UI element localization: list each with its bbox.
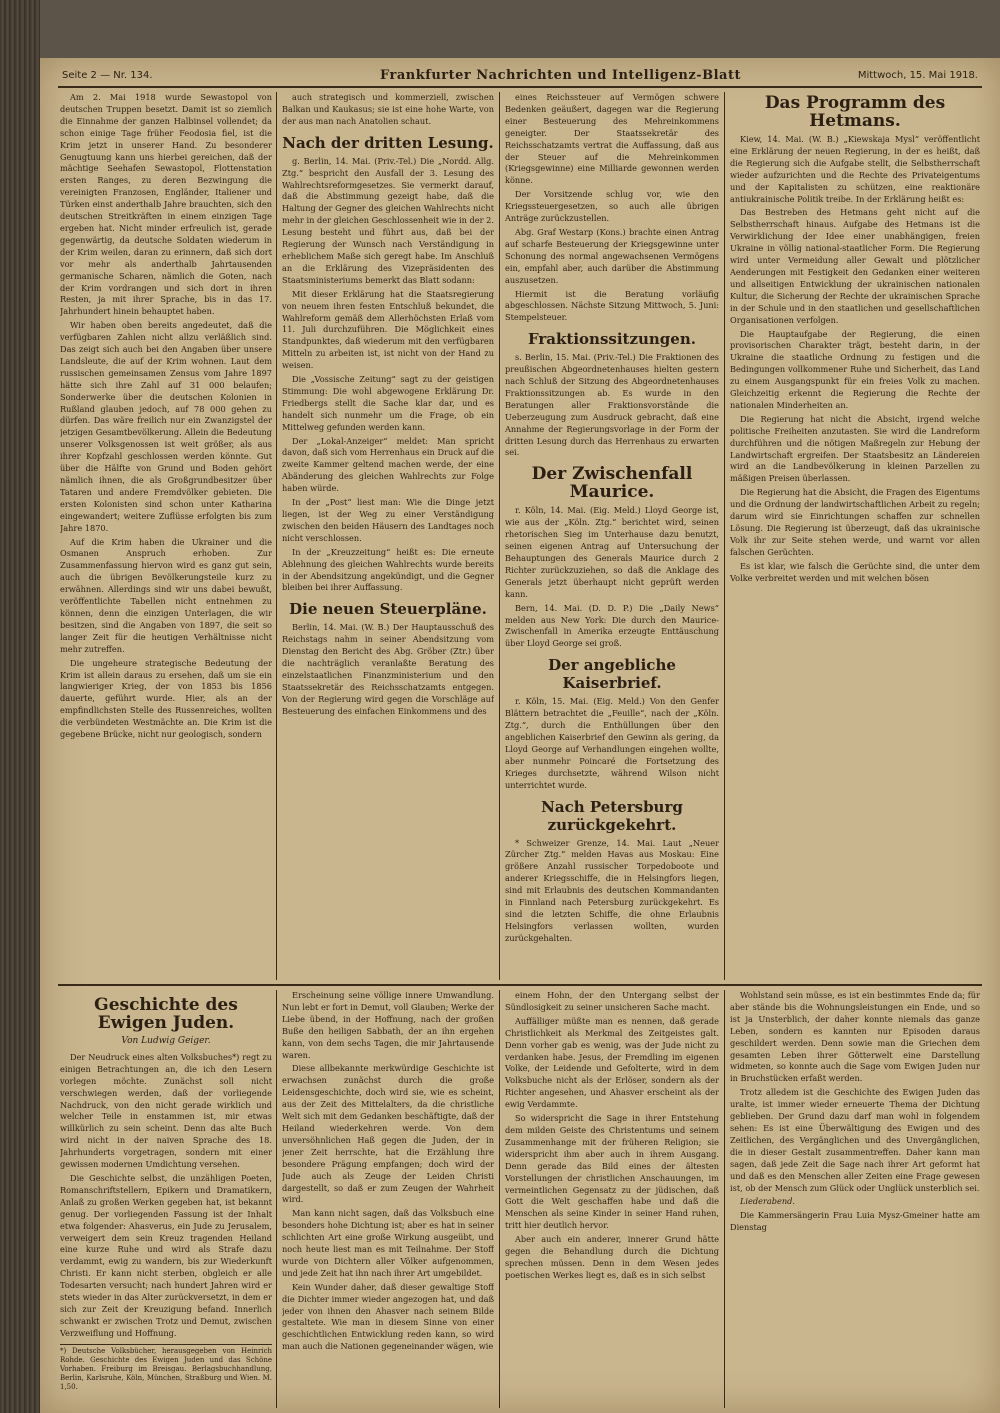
paragraph: Diese allbekannte merkwürdige Geschichte ist erwachsen zunächst durch die große Leidensgeschichte, doch wird sie, wie es scheint, aus der Zeit des Mittelalters, da die christliche Welt sich mit dem Gedanken beschäftigte, daß der Heiland wiederkehren werde. Von dem unversöhnlichen Haß gegen die Juden, der in jener Zeit herrschte, hat die Erzählung ihre besondere Prägung empfangen; doch wird der Jude auch als Zeuge der Leiden Christi dargestellt, so daß er zum Zeugen der Wahrheit wird. — [282, 1063, 494, 1205]
paragraph: Am 2. Mai 1918 wurde Sewastopol von deutschen Truppen besetzt. Damit ist so ziemlich die Einnahme der ganzen Halbinsel vollendet; da schon einige Tage früher Feodosia fiel, ist die Krim jetzt in unserer Hand. Zu besonderer Genugtuung kann uns hierbei gereichen, daß der mächtige Seehafen Sewastopol, Flottenstation ersten Ranges, zu deren Bezwingung die vereinigten Franzosen, Engländer, Italiener und Türken einst anderthalb Jahre brauchten, sich den deutschen Streitkräften in einem einzigen Tage ergeben hat. Nicht minder erfreulich ist, gerade gegenwärtig, da deutsche Soldaten wiederum in der Krim weilen, daran zu erinnern, daß sich dort vor mehr als anderthalb Jahrtausenden germanische Scharen, nämlich die Goten, nach der Krim vordrangen und sich dort in ihren Resten, ja mit ihrer Sprache, bis in das 17. Jahrhundert hinein behauptet haben. — [60, 92, 272, 317]
masthead-title: Frankfurter Nachrichten und Intelligenz-Blatt — [380, 68, 741, 83]
paragraph: Die Regierung hat nicht die Absicht, irgend welche politische Freiheiten anzutasten. Sie wird die Landreform durchführen und die nötigen Maßregeln zur Hebung der Landwirtschaft ergreifen. Der Staatsbesitz an Ländereien wird an die Landbevölkerung in kleinen Parzellen zu mäßigen Preisen überlassen. — [730, 413, 980, 484]
paragraph: Trotz alledem ist die Geschichte des Ewigen Juden das uralte, ist immer wieder erneuerte Thema der Dichtung geblieben. Der Grund dazu darf man wohl in folgendem sehen: Es ist eine Überwältigung des Ewigen und des Zeitlichen, des Vergänglichen und des Unvergänglichen, die in dieser Gestalt zusammentreffen. Daher kann man sagen, daß jede Zeit die Sage nach ihrer Art geformt hat und daß es den Menschen aller Zeiten eine Frage gewesen ist, ob der Mensch zum Glück oder Unglück unsterblich sei. — [730, 1087, 980, 1193]
column-divider — [276, 92, 277, 980]
paragraph: Erscheinung seine völlige innere Umwandlung. Nun lebt er fort in Demut, voll Glauben; Werke der Liebe übend, in der Hoffnung, nach der großen Buße den heiligen Sabbath, der an ihn ergehen kann, von dem sechs Tagen, die mir Jahrtausende waren. — [282, 990, 494, 1060]
column-feuilleton-4 — [730, 990, 980, 1408]
column-divider — [499, 92, 500, 980]
paragraph: Der „Lokal-Anzeiger“ meldet: Man spricht davon, daß sich vom Herrenhaus ein Druck auf die zweite Kammer geltend machen werde, der eine Abänderung des gleichen Wahlrechts zur Folge haben würde. — [282, 435, 494, 494]
paragraph: Die ungeheure strategische Bedeutung der Krim ist allein daraus zu ersehen, daß um sie ein langwieriger Krieg, der von 1853 bis 1856 dauerte, geführt wurde. Hier, als an der empfindlichsten Stelle des Russenreiches, wollten die verbündeten Westmächte an. Die Krim ist die gegebene Brücke, nicht nur geologisch, sondern — [60, 657, 272, 740]
column-hetman — [730, 92, 980, 980]
paragraph: Die Regierung hat die Absicht, die Fragen des Eigentums und die Ordnung der landwirtschaftlichen Arbeit zu regeln; darum wird sie Einrichtungen schaffen zur schnellen Lösung. Die Regierung ist überzeugt, daß das ukrainische Volk ihr zur Seite stehen werde, und warnt vor allen falschen Gerüchten. — [730, 487, 980, 557]
headline-fraktionssitzungen: Fraktionssitzungen. — [528, 330, 696, 349]
paragraph: So widerspricht die Sage in ihrer Entstehung dem milden Geiste des Christentums und seinem Zusammenhange mit der früheren Religion; sie widerspricht ihm aber auch in ihrem Ausgang. Denn gerade das Bild eines der ältesten Vorstellungen der christlichen Anschauungen, im vermeintlichen Gegensatz zu der jüdischen, daß Gott die Welt geschaffen habe und daß die Menschen als seine Kinder in seiner Hand ruhen, tritt hier deutlich hervor. — [505, 1113, 719, 1231]
column-divider — [724, 990, 725, 1408]
paragraph: r. Köln, 15. Mai. (Eig. Meld.) Von den Genfer Blättern betrachtet die „Feuille“, nach der „Köln. Ztg.“, durch die Enthüllungen über den angeblichen Kaiserbrief den Gewinn als gering, da Lloyd George auf Verhandlungen eingehen wollte, aber nunmehr Poincaré die Fortsetzung des Krieges durchsetzte, während Wilson nicht unterrichtet wurde. — [505, 696, 719, 790]
headline-dritte-lesung: Nach der dritten Lesung. — [282, 133, 494, 152]
headline-zwischenfall-maurice: Der Zwischenfall Maurice. — [531, 464, 693, 503]
column-feuilleton-1 — [60, 990, 272, 1408]
feuilleton-rule — [58, 984, 982, 986]
column-krim-article — [60, 92, 272, 980]
header-rule — [58, 86, 982, 88]
paragraph: Kein Wunder daher, daß dieser gewaltige Stoff die Dichter immer wieder angezogen hat, und daß jeder von ihnen den Ahasver nach seinem Bilde gestaltete. Wie man in diesem Sinne von einer geschichtlichen Entwicklung reden kann, so wird man auch die Nationen gegeneinander wägen, wie — [282, 1281, 494, 1352]
byline: Von Ludwig Geiger. — [121, 1036, 211, 1046]
paragraph: Bern, 14. Mai. (D. D. P.) Die „Daily News“ melden aus New York: Die durch den Maurice-Zwischenfall in Amerika erzeugte Enttäuschung über Lloyd George sei groß. — [505, 602, 719, 649]
paragraph: auch strategisch und kommerziell, zwischen Balkan und Kaukasus; sie ist eine hohe Warte, von der aus man nach Anatolien schaut. — [282, 92, 494, 126]
issue-date: Mittwoch, 15. Mai 1918. — [857, 70, 978, 81]
paragraph: Mit dieser Erklärung hat die Staatsregierung von neuem ihren festen Entschluß bekundet, die Wahlreform gemäß dem Allerhöchsten Erlaß vom 11. Juli durchzuführen. Die Möglichkeit eines Standpunktes, daß wiederum mit den verfügbaren Mitteln zu arbeiten ist, ist nicht von der Hand zu weisen. — [282, 288, 494, 371]
headline-kaiserbrief: Der angebliche Kaiserbrief. — [548, 656, 676, 693]
headline-ewiger-jude: Geschichte des Ewigen Juden. — [94, 995, 238, 1033]
footnote: *) Deutsche Volksbücher, herausgegeben von Heinrich Rohde. Geschichte des Ewigen Juden und das Schöne Vorhaben. Freiburg im Breisgau. Berlagsbuchhandlung, Berlin, Karlsruhe, Köln, München, Straßburg und Wien. M. 1,50. — [60, 1344, 272, 1392]
paragraph: Auf die Krim haben die Ukrainer und die Osmanen Anspruch erhoben. Zur Zusammenfassung hiervon wird es ganz gut sein, auch die übrigen Bevölkerungsteile kurz zu erwähnen. Allerdings sind wir uns dabei bewußt, veröffentlichte Tabellen nicht entnehmen zu können, denn die einzigen Unterlagen, die wir besitzen, sind die Angaben von 1897, die seit so langer Zeit für die heutigen Verhältnisse nicht mehr zutreffen. — [60, 536, 272, 654]
scan-margin — [40, 0, 1000, 58]
paragraph: Hiermit ist die Beratung vorläufig abgeschlossen. Nächste Sitzung Mittwoch, 5. Juni: Stempelsteuer. — [505, 288, 719, 323]
column-divider — [276, 990, 277, 1408]
paragraph: Kiew, 14. Mai. (W. B.) „Kiewskaja Mysl“ veröffentlicht eine Erklärung der neuen Regierung, in der es heißt, daß die Regierung sich die Aufgabe stellt, die Selbstherrschaft wieder aufzurichten und die Rechte des Privateigentums und der Kapitalisten zu schützen, eine reaktionäre antiukrainische Politik treibe. In der Erklärung heißt es: — [730, 134, 980, 204]
paragraph: g. Berlin, 14. Mai. (Priv.-Tel.) Die „Nordd. Allg. Ztg.“ bespricht den Ausfall der 3. Lesung des Wahlrechtsreformgesetzes. Sie vermerkt darauf, daß die Abstimmung gezeigt habe, daß die Haltung der Gegner des gleichen Wahlrechts nicht mehr in der gleichen Geschlossenheit wie in der 2. Lesung besteht und führt aus, daß bei der Regierung der Wunsch nach Verständigung in erheblichem Maße sich geregt habe. Im Anschluß an die Erklärung des Vizepräsidenten des Staatsministeriums bemerkt das Blatt sodann: — [282, 155, 494, 285]
headline-programm-hetmans: Das Programm des Hetmans. — [764, 93, 946, 131]
paragraph: Das Bestreben des Hetmans geht nicht auf die Selbstherrschaft hinaus. Aufgabe des Hetmans ist die Verwirklichung der Idee einer unabhängigen, freien Ukraine in völlig national-staatlicher Form. Die Regierung wird unter Vermeidung aller Gewalt und plötzlicher Aenderungen mit Festigkeit den Gedanken einer weiteren und allseitigen Entwicklung der ukrainischen nationalen Kultur, die Sicherung der Rechte der ukrainischen Sprache in der Schule und in den staatlichen und gesellschaftlichen Organisationen verfolgen. — [730, 207, 980, 325]
paragraph: s. Berlin, 15. Mai. (Priv.-Tel.) Die Fraktionen des preußischen Abgeordnetenhauses hielten gestern nach Schluß der Sitzung des Abgeordnetenhauses Fraktionssitzungen ab. Es wurde in den Beratungen aller Fraktionsvorstände die Ueberzeugung zum Ausdruck gebracht, daß eine Annahme der Regierungsvorlage in der Form der dritten Lesung durch das Herrenhaus zu erwarten sei. — [505, 352, 719, 458]
paragraph: In der „Kreuzzeitung“ heißt es: Die erneute Ablehnung des gleichen Wahlrechts wurde bereits in der Abendsitzung angekündigt, und die Gegner bleiben bei ihrer Auffassung. — [282, 546, 494, 593]
paragraph: Man kann nicht sagen, daß das Volksbuch eine besonders hohe Dichtung ist; aber es hat in seiner schlichten Art eine große Wirkung ausgeübt, und noch heute liest man es mit Teilnahme. Der Stoff wurde von Dichtern aller Völker aufgenommen, und jede Zeit hat ihn nach ihrer Art umgebildet. — [282, 1208, 494, 1278]
paragraph: Die Hauptaufgabe der Regierung, die einen provisorischen Charakter trägt, besteht darin, in der Ukraine die staatliche Ordnung zu festigen und die Bedingungen vollkommener Ruhe und Sicherheit, das Land zu einem Ausgangspunkt für ein freies Volk zu machen. Gleichzeitig erkennt die Regierung die Rechte der nationalen Minderheiten an. — [730, 328, 980, 410]
paragraph: einem Hohn, der den Untergang selbst der Sündlosigkeit zu seiner unsicheren Sache macht. — [505, 990, 719, 1012]
paragraph: Die Kammersängerin Frau Luia Mysz-Gmeiner hatte am Dienstag — [730, 1210, 980, 1233]
page-number: Seite 2 — Nr. 134. — [62, 70, 153, 81]
section-label: Liederabend. — [740, 1196, 795, 1207]
paragraph: Der Vorsitzende schlug vor, wie den Kriegssteuergesetzen, so auch alle übrigen Anträge zurückzustellen. — [505, 189, 719, 224]
paragraph: Der Neudruck eines alten Volksbuches*) regt zu einigen Betrachtungen an, die ich den Lesern vorlegen möchte. Zunächst soll nicht verschwiegen werden, daß der vorliegende Nachdruck, von den nicht gerade wirklich und welcher Teile in enstammen ist, mir etwas willkürlich zu sein scheint. Denn das alte Buch wird nicht in der naiven Sprache des 18. Jahrhunderts vorgetragen, sondern mit einer gewissen modernen Umdichtung versehen. — [60, 1051, 272, 1170]
paragraph: eines Reichssteuer auf Vermögen schwere Bedenken geäußert, dagegen war die Regierung einer Besteuerung des Mehreinkommens geneigter. Der Staatssekretär des Reichsschatzamts vertrat die Auffassung, daß aus der Steuer auf die Mehreinkommen (Kriegsgewinne) eine Milliarde gewonnen werden könne. — [505, 92, 719, 186]
paragraph: Es ist klar, wie falsch die Gerüchte sind, die unter dem Volke verbreitet werden und mit welchen bösen — [730, 560, 980, 583]
paragraph: * Schweizer Grenze, 14. Mai. Laut „Neuer Zürcher Ztg.“ melden Havas aus Moskau: Eine größere Anzahl russischer Torpedoboote und anderer Kriegsschiffe, die in Helsingfors liegen, sind mit Erlaubnis des deutschen Kommandanten in Finnland nach Petersburg zurückgekehrt. Es sind die letzten Schiffe, die ohne Erlaubnis Helsingfors verlassen wollten, wurden zurückgehalten. — [505, 837, 719, 943]
column-divider — [499, 990, 500, 1408]
newspaper-page — [40, 58, 1000, 1413]
column-feuilleton-2 — [282, 990, 494, 1408]
paragraph: Die Geschichte selbst, die unzähligen Poeten, Romanschriftstellern, Epikern und Dramatikern, Anlaß zu großen Werken gegeben hat, ist bekannt genug. Der vorliegenden Fassung ist der Inhalt etwa folgender: Ahasverus, ein Jude zu Jerusalem, verweigert dem sein Kreuz tragenden Heiland eine kurze Ruhe und wird als Strafe dazu verdammt, ewig zu wandern, bis zur Wiederkunft Christi. Er kann nicht sterben, obgleich er alle Todesarten versucht; nach hundert Jahren wird er stets wieder in das Alter zurückversetzt, in dem er sich zur Zeit der Kreuzigung befand. Innerlich schwankt er zwischen Trotz und Demut, zwischen Verzweiflung und Hoffnung. — [60, 1172, 272, 1338]
paragraph: r. Köln, 14. Mai. (Eig. Meld.) Lloyd George ist, wie aus der „Köln. Ztg.“ berichtet wird, seinen rhetorischen Sieg im Unterhause dazu benutzt, seinen eigenen Antrag auf Untersuchung der Behauptungen des Generals Maurice durch 2 Richter zurückzuziehen, so daß die Anklage des Generals jetzt überhaupt nicht geprüft werden kann. — [505, 505, 719, 599]
paragraph: Die „Vossische Zeitung“ sagt zu der geistigen Stimmung: Die wohl abgewogene Erklärung Dr. Friedbergs stellt die Sache klar dar, und es handelt sich nunmehr um die Frage, ob ein Mittelweg gefunden werden kann. — [282, 374, 494, 432]
paragraph: Berlin, 14. Mai. (W. B.) Der Hauptausschuß des Reichstags nahm in seiner Abendsitzung vom Dienstag den Bericht des Abg. Gröber (Ztr.) über die nachträglich veranlaßte Beratung des einzelstaatlichen Finanzministerium und den Staatssekretär des Reichsschatzamts entgegen. Von der Regierung wird gegen die Vorschläge auf Besteuerung des einfachen Einkommens und des — [282, 622, 494, 716]
paragraph: Wohlstand sein müsse, es ist ein bestimmtes Ende da; für aber stände bis die Wohnungsleistungen ein Ende, und so ist ja Unsterblich, der daher konnte niemals das ganze Leben, sondern es kannten nur Episoden daraus geschildert werden. Denn sowie man die Griechen dem gesamten Leben ihrer Götterwelt eine Darstellung widmeten, so konnte auch die Sage vom Ewigen Juden nur in Bruchstücken erfaßt werden. — [730, 990, 980, 1084]
column-feuilleton-3 — [505, 990, 719, 1408]
paragraph: Aber auch ein anderer, innerer Grund hätte gegen die Behandlung durch die Dichtung sprechen müssen. Denn in dem Wesen jedes poetischen Werkes liegt es, daß es in sich selbst — [505, 1234, 719, 1280]
column-divider — [724, 92, 725, 980]
paragraph: In der „Post“ liest man: Wie die Dinge jetzt liegen, ist der Weg zu einer Verständigung zwischen den beiden Häusern des Landtages noch nicht verschlossen. — [282, 497, 494, 543]
column-wahlrecht — [282, 92, 494, 980]
headline-steuerplaene: Die neuen Steuerpläne. — [289, 600, 487, 619]
paragraph: Auffälliger müßte man es nennen, daß gerade Christlichkeit als Merkmal des Zeitgeistes galt. Denn vorher gab es wenig, was der Jude nicht zu verdanken habe. Jesus, der Fremdling im eigenen Volke, der Leidende und Gefolterte, wird in dem Volksbuche nicht als der Erlöser, sondern als der Richter angesehen, und Ahasver erscheint als der ewig Verdammte. — [505, 1015, 719, 1110]
book-binding-edge — [0, 0, 40, 1413]
column-politics — [505, 92, 719, 980]
headline-petersburg: Nach Petersburg zurückgekehrt. — [541, 797, 683, 834]
paragraph: Abg. Graf Westarp (Kons.) brachte einen Antrag auf scharfe Besteuerung der Kriegsgewinne unter Schonung des normal angewachsenen Vermögens ein, empfahl aber, auch darüber die Abstimmung auszusetzen. — [505, 226, 719, 285]
paragraph: Wir haben oben bereits angedeutet, daß die verfügbaren Zahlen nicht allzu verläßlich sind. Das zeigt sich auch bei den Angaben über unsere Landsleute, die auf der Krim wohnen. Laut dem russischen gemeinsamen Zensus vom Jahre 1897 hätte sich ihre Zahl auf 31 000 belaufen; Sonderwerke über die deutschen Kolonien in Rußland glauben jedoch, auf 78 000 gehen zu dürfen. Das wäre freilich nur ein Zwanzigstel der jetzigen Gesamtbevölkerung. Allein die Bedeutung unserer Volksgenossen ist weit größer, als aus ihrer Kopfzahl geschlossen werden könnte. Gut über die Hälfte von Grund und Boden gehört nämlich ihnen, die als Großgrundbesitzer über Tataren und andere Fremdvölker gebieten. Die ersten Kolonisten sind schon unter Katharina eingewandert; weitere Zuflüsse erfolgten bis zum Jahre 1870. — [60, 320, 272, 533]
